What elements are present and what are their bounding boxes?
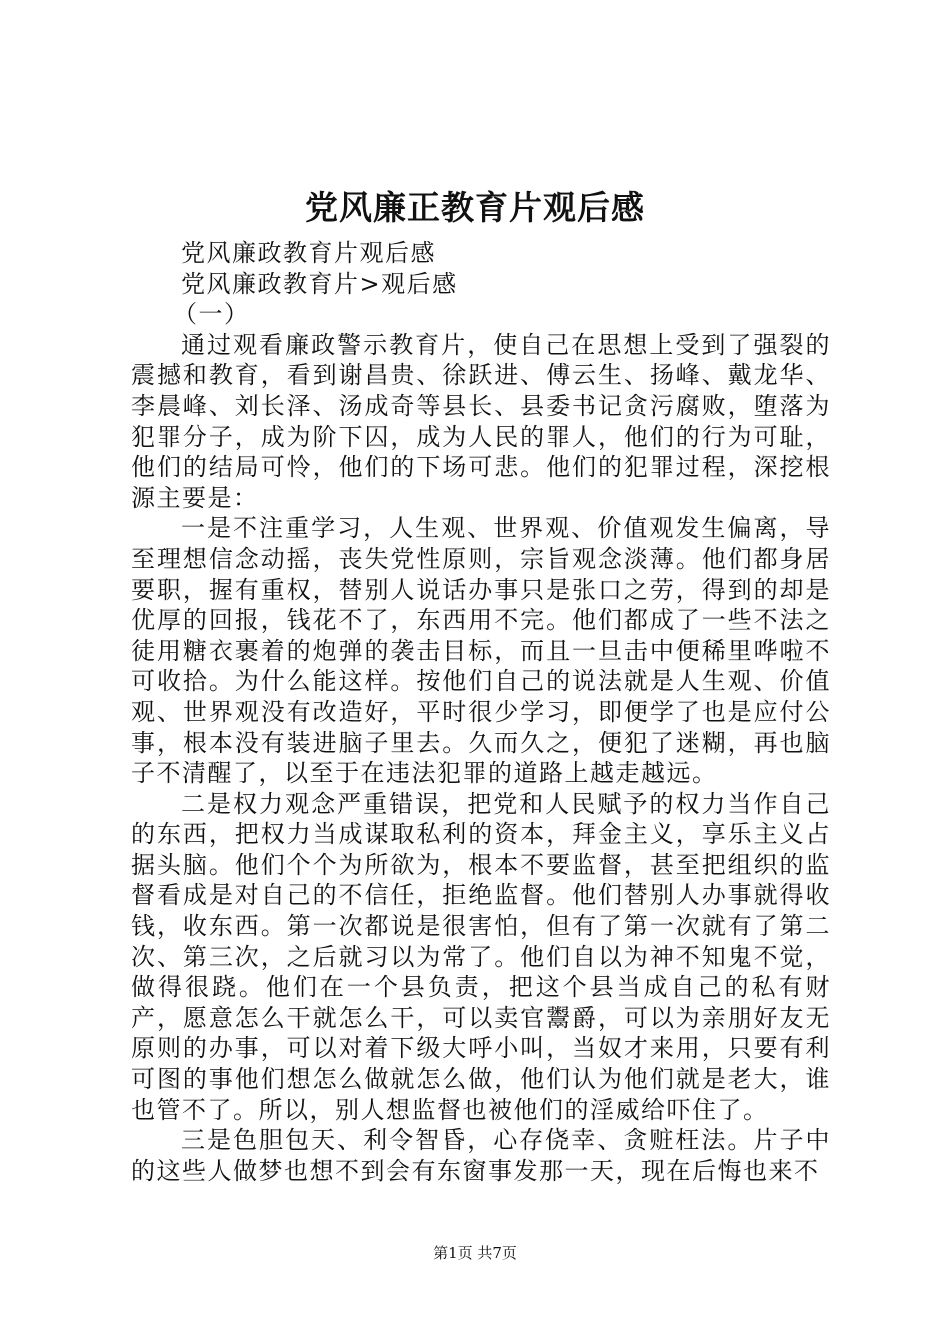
body-paragraph: 一是不注重学习，人生观、世界观、价值观发生偏离，导至理想信念动摇，丧失党性原则，宗旨观念淡薄。他们都身居要职，握有重权，替别人说话办事只是张口之劳，得到的却是优厚的回报，钱花不了，东西用不完。他们都成了一些不法之徒用糖衣裹着的炮弹的袭击目标，而且一旦击中便稀里哗啦不可收拾。为什么能这样。按他们自己的说法就是人生观、价值观、世界观没有改造好，平时很少学习，即便学了也是应付公事，根本没有装进脑子里去。久而久之，便犯了迷糊，再也脑子不清醒了，以至于在违法犯罪的道路上越走越远。 — [131, 514, 831, 788]
body-paragraph: 通过观看廉政警示教育片，使自己在思想上受到了强裂的震撼和教育，看到谢昌贵、徐跃进、傅云生、扬峰、戴龙华、李晨峰、刘长泽、汤成奇等县长、县委书记贪污腐败，堕落为犯罪分子，成为阶下囚，成为人民的罪人，他们的行为可耻，他们的结局可怜，他们的下场可悲。他们的犯罪过程，深挖根源主要是： — [131, 330, 831, 512]
subtitle-line: 党风廉政教育片>观后感 — [181, 269, 458, 298]
subtitle-line: 党风廉政教育片观后感 — [181, 239, 436, 267]
body-paragraph: 三是色胆包天、利令智昏，心存侥幸、贪赃枉法。片子中的这些人做梦也想不到会有东窗事发那一天，现在后悔也来不 — [131, 1126, 831, 1185]
body-paragraph: 二是权力观念严重错误，把党和人民赋予的权力当作自己的东西，把权力当成谋取私利的资本，拜金主义，享乐主义占据头脑。他们个个为所欲为，根本不要监督，甚至把组织的监督看成是对自己的不信任，拒绝监督。他们替别人办事就得收钱，收东西。第一次都说是很害怕，但有了第一次就有了第二次、第三次，之后就习以为常了。他们自以为神不知鬼不觉，做得很跷。他们在一个县负责，把这个县当成自己的私有财产，愿意怎么干就怎么干，可以卖官鬻爵，可以为亲朋好友无原则的办事，可以对着下级大呼小叫，当奴才来用，只要有利可图的事他们想怎么做就怎么做，他们认为他们就是老大，谁也管不了。所以，别人想监督也被他们的淫威给吓住了。 — [131, 789, 831, 1124]
section-marker: （一） — [173, 300, 250, 329]
document-title: 党风廉正教育片观后感 — [305, 188, 645, 227]
page-footer: 第1页 共7页 — [433, 1244, 517, 1262]
document-body — [131, 238, 831, 1186]
